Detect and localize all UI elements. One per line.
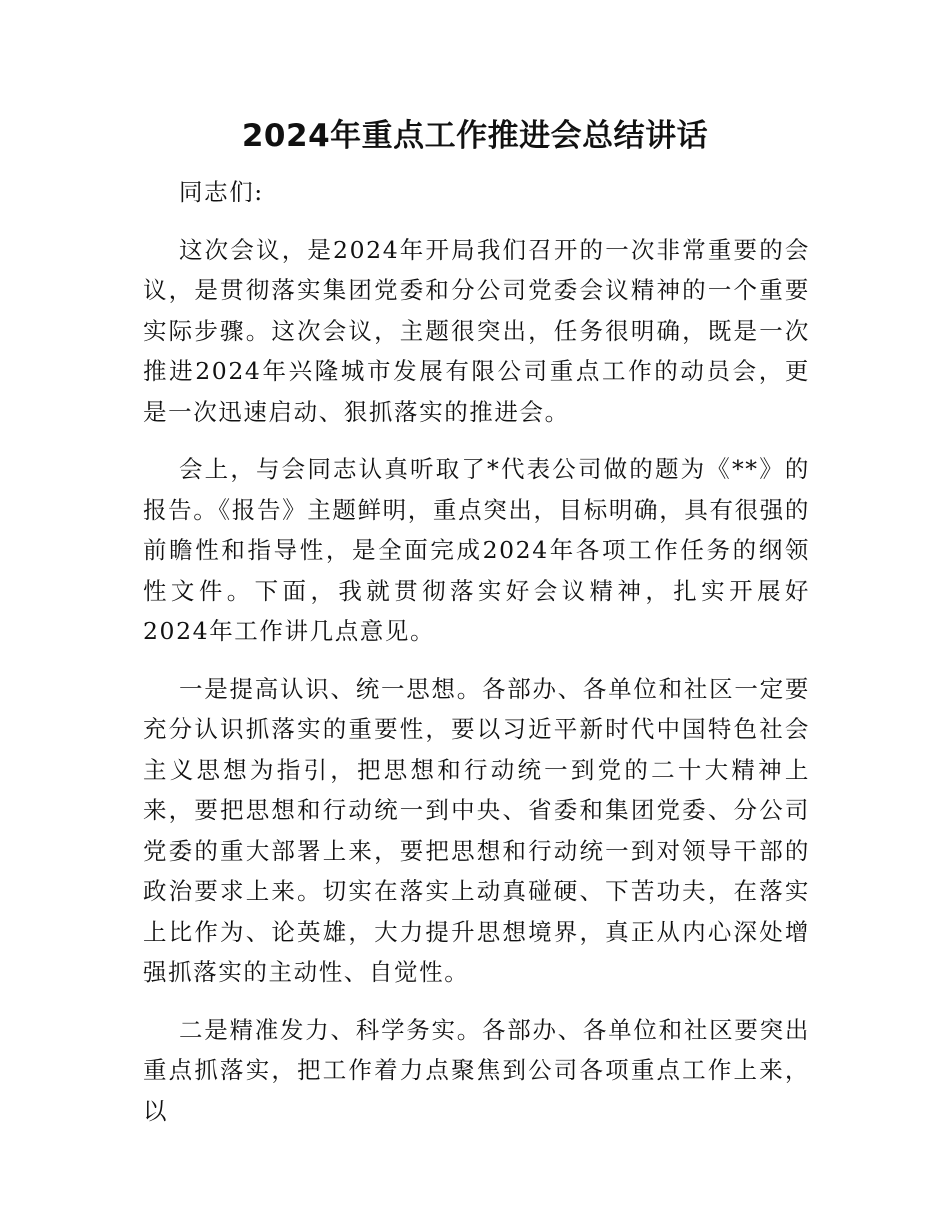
paragraph-point-one: 一是提高认识、统一思想。各部办、各单位和社区一定要充分认识抓落实的重要性，要以习近平新时代中国特色社会主义思想为指引，把思想和行动统一到党的二十大精神上来，要把思想和行动统一到中央、省委和集团党委、分公司党委的重大部署上来，要把思想和行动统一到对领导干部的政治要求上来。切实在落实上动真碰硬、下苦功夫，在落实上比作为、论英雄，大力提升思想境界，真正从内心深处增强抓落实的主动性、自觉性。: [143, 674, 810, 986]
document-title: 2024年重点工作推进会总结讲话: [241, 118, 709, 154]
paragraph-point-two: 二是精准发力、科学务实。各部办、各单位和社区要突出重点抓落实，把工作着力点聚焦到公司各项重点工作上来，以: [143, 1015, 810, 1125]
salutation: 同志们:: [179, 178, 264, 206]
document-body: [143, 172, 810, 1148]
paragraph-meeting-intro: 这次会议，是2024年开局我们召开的一次非常重要的会议，是贯彻落实集团党委和分公司党委会议精神的一个重要实际步骤。这次会议，主题很突出，任务很明确，既是一次推进2024年兴隆城市发展有限公司重点工作的动员会，更是一次迅速启动、狠抓落实的推进会。: [143, 235, 810, 426]
paragraph-report-summary: 会上，与会同志认真听取了*代表公司做的题为《**》的报告。《报告》主题鲜明，重点突出，目标明确，具有很强的前瞻性和指导性，是全面完成2024年各项工作任务的纲领性文件。下面，我就贯彻落实好会议精神，扎实开展好2024年工作讲几点意见。: [143, 455, 810, 645]
